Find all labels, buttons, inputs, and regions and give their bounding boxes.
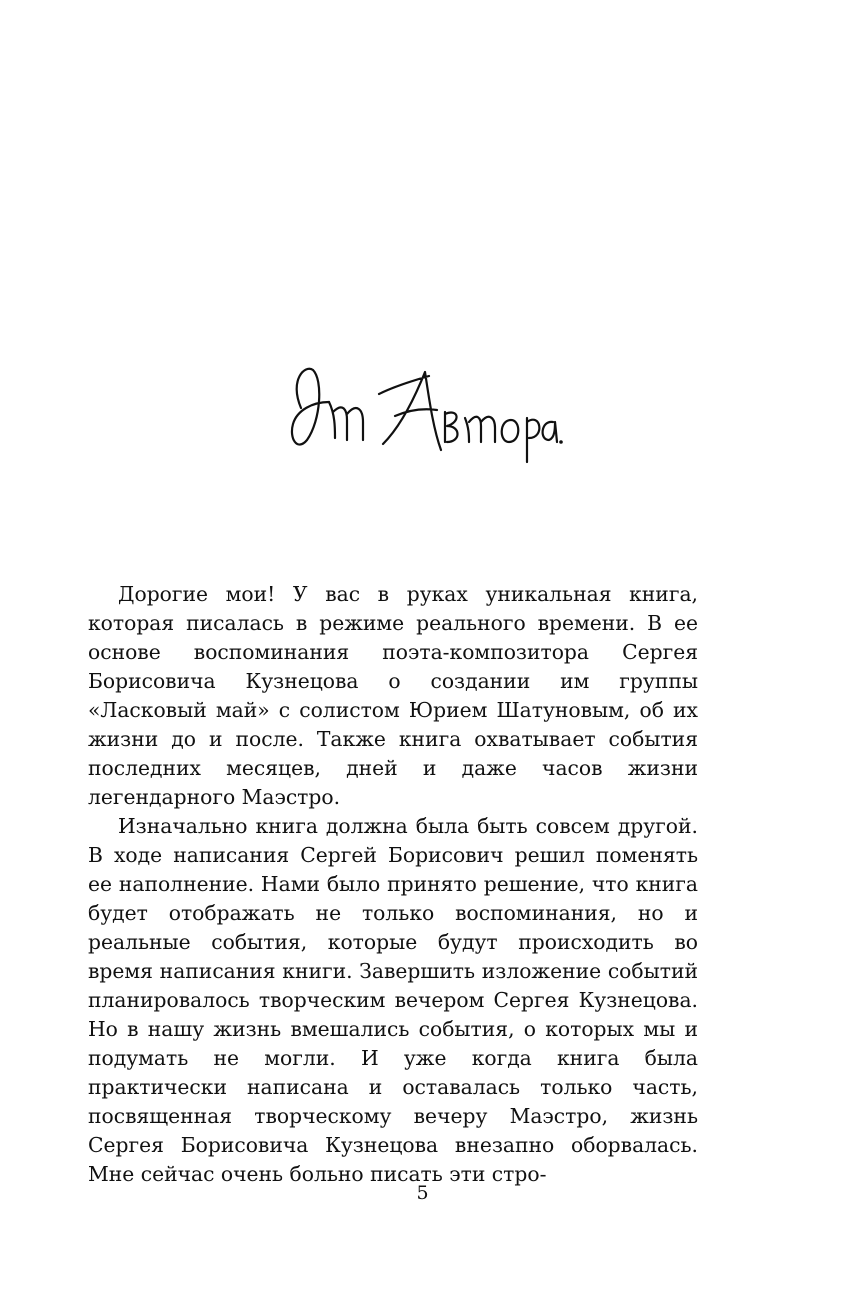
chapter-heading-script <box>283 358 563 468</box>
page-number: 5 <box>416 1182 429 1204</box>
body-text <box>88 580 698 1189</box>
chapter-heading-text <box>0 358 1 359</box>
paragraph-1: Дорогие мои! У вас в руках уникальная книга, которая писалась в режиме реального времени. В ее основе воспоминания поэта-композитора Сергея Борисовича Кузнецова о создании им группы «Ласковый май» с солистом Юрием Шатуновым, об их жизни до и после. Также книга охватывает события последних месяцев, дней и даже часов жизни легендарного Маэстро. <box>88 582 698 809</box>
chapter-heading <box>0 358 845 468</box>
paragraph-2: Изначально книга должна была быть совсем другой. В ходе написания Сергей Борисович решил поменять ее наполнение. Нами было принято решение, что книга будет отображать не только воспоминания, но и реальные события, которые будут происходить во время написания книги. Завершить изложение событий планировалось творческим вечером Сергея Кузнецова. Но в нашу жизнь вмешались события, о которых мы и подумать не могли. И уже когда книга была практически написана и оставалась только часть, посвященная творческому вечеру Маэстро, жизнь Сергея Борисовича Кузнецова внезапно оборвалась. Мне сейчас очень больно писать эти стро- <box>88 814 698 1186</box>
